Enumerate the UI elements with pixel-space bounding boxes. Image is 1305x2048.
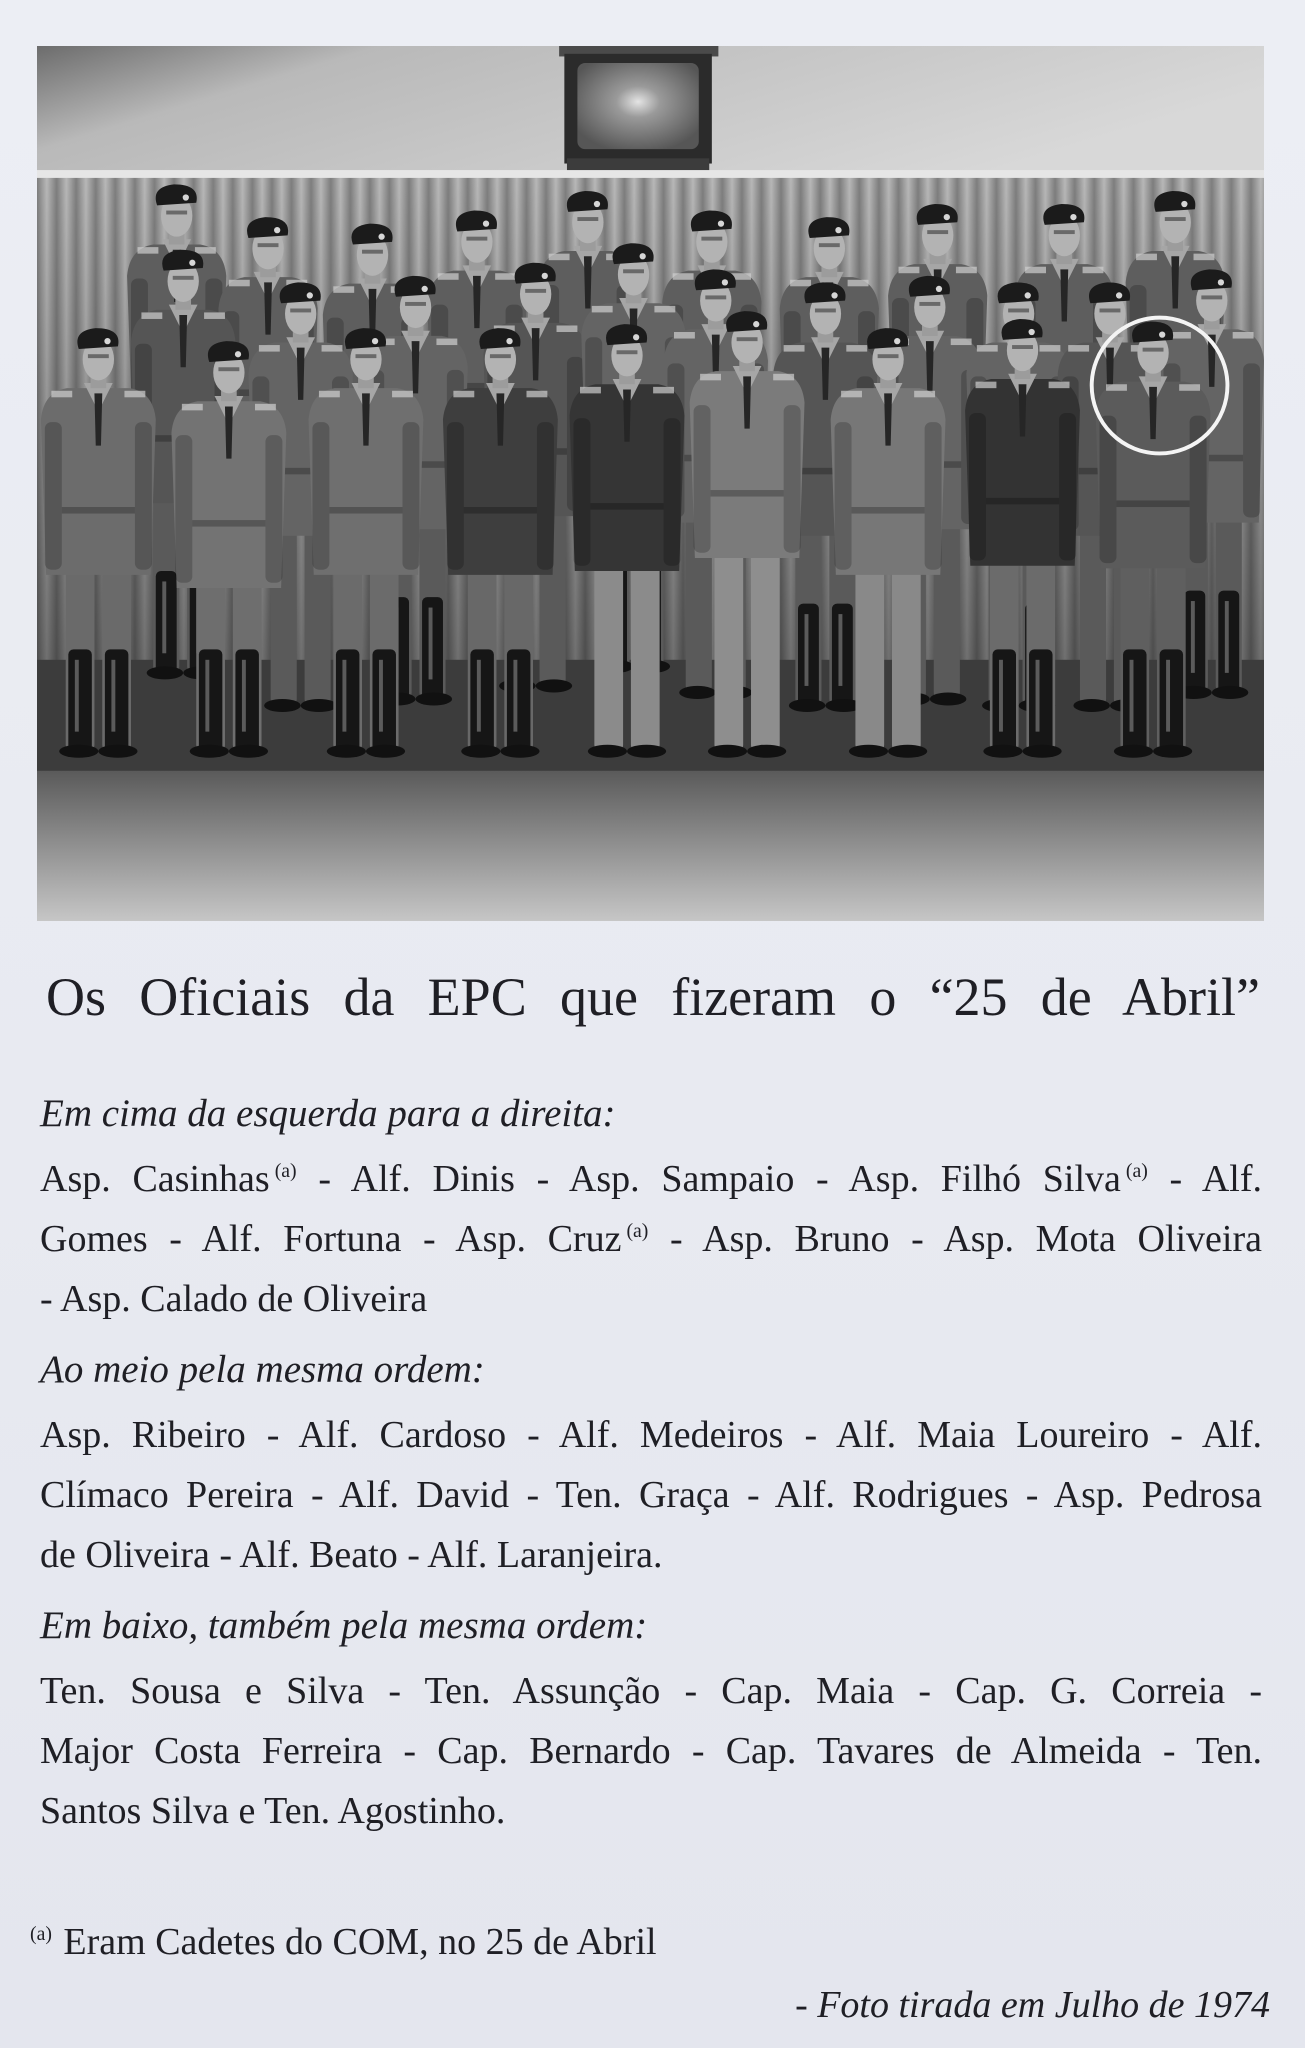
names-text: Major Costa Ferreira - Cap. Bernardo - Cap. Tavares de Almeida - Ten.	[40, 1730, 1262, 1772]
names-text: - Alf.	[1147, 1158, 1263, 1200]
names-line	[40, 1209, 1262, 1269]
names-text: - Asp. Bruno - Asp. Mota Oliveira	[648, 1218, 1262, 1260]
names-text: - Alf. Dinis - Asp. Sampaio - Asp. Filhó Silva	[296, 1158, 1121, 1200]
section-heading: Em cima da esquerda para a direita:	[40, 1092, 616, 1135]
names-line	[40, 1525, 1262, 1585]
names-text: - Asp. Calado de Oliveira	[40, 1278, 428, 1320]
names-line	[40, 1149, 1262, 1209]
photo-caption	[40, 1084, 1262, 1841]
names-line	[40, 1465, 1262, 1525]
photo-credit: - Foto tirada em Julho de 1974	[795, 1984, 1270, 2026]
names-text: Clímaco Pereira - Alf. David - Ten. Graça - Alf. Rodrigues - Asp. Pedrosa	[40, 1474, 1262, 1516]
footnote-text: Eram Cadetes do COM, no 25 de Abril	[63, 1921, 657, 1963]
footnote-marker: (a)	[30, 1922, 52, 1945]
names-text: Gomes - Alf. Fortuna - Asp. Cruz	[40, 1218, 622, 1260]
names-line	[40, 1661, 1262, 1721]
footnote	[30, 1912, 1260, 1972]
names-line	[40, 1721, 1262, 1781]
names-text: Santos Silva e Ten. Agostinho.	[40, 1790, 506, 1832]
footnote-marker: (a)	[1125, 1159, 1148, 1182]
names-top-row	[40, 1084, 1262, 1329]
names-text: Asp. Ribeiro - Alf. Cardoso - Alf. Medeiros - Alf. Maia Loureiro - Alf.	[40, 1414, 1262, 1456]
names-line	[40, 1405, 1262, 1465]
group-photo	[37, 46, 1264, 921]
footnote-marker: (a)	[274, 1159, 297, 1182]
names-text: Ten. Sousa e Silva - Ten. Assunção - Cap. Maia - Cap. G. Correia -	[40, 1670, 1262, 1712]
names-text: Asp. Casinhas	[40, 1158, 270, 1200]
names-line	[40, 1781, 1262, 1841]
names-middle-row	[40, 1340, 1262, 1585]
footnote-marker: (a)	[626, 1219, 649, 1242]
section-heading: Ao meio pela mesma ordem:	[40, 1348, 485, 1391]
section-heading: Em baixo, também pela mesma ordem:	[40, 1604, 648, 1647]
names-text: de Oliveira - Alf. Beato - Alf. Laranjeira.	[40, 1534, 663, 1576]
page-title: Os Oficiais da EPC que fizeram o “25 de Abril”	[46, 967, 1260, 1027]
names-line	[40, 1269, 1262, 1329]
floor	[37, 771, 1264, 921]
curtain-rail	[37, 170, 1264, 178]
television	[559, 46, 718, 174]
names-bottom-row	[40, 1596, 1262, 1841]
